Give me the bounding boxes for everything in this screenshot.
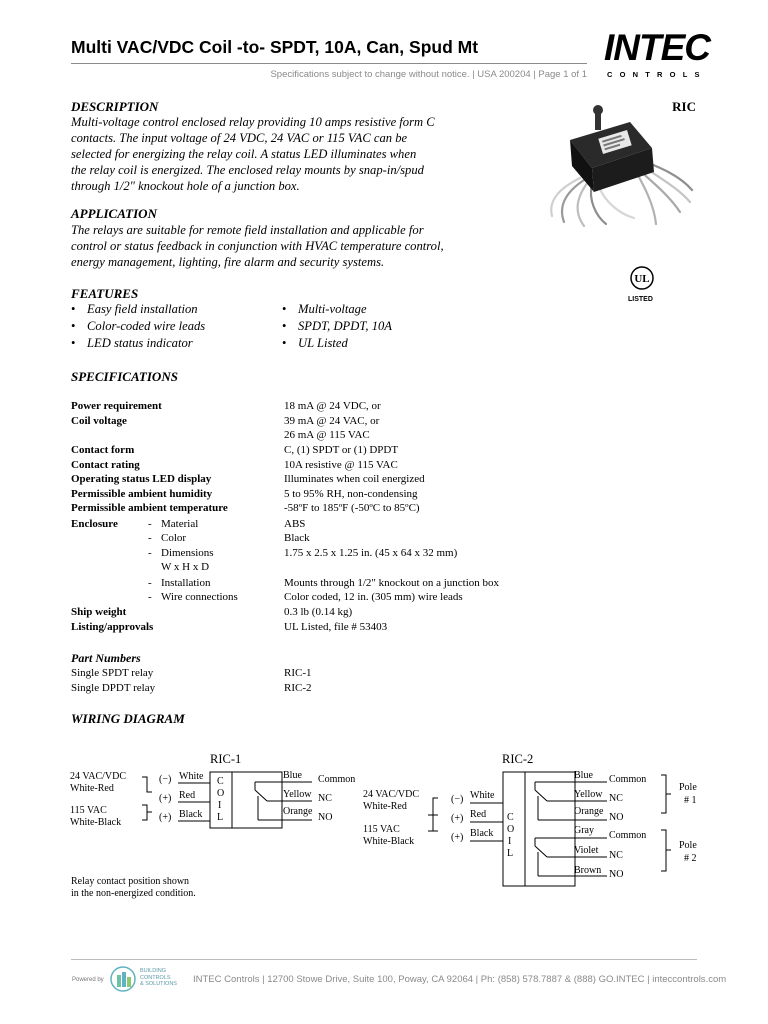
feature-text: Easy field installation <box>87 302 198 316</box>
feature-item <box>71 336 193 351</box>
dash: - <box>148 547 152 559</box>
application-text <box>71 222 511 270</box>
bullet: • <box>282 319 287 333</box>
footer-contact: INTEC Controls | 12700 Stowe Drive, Suite 100, Poway, CA 92064 | Ph: (858) 578.7887 & (888) GO.INTEC | inteccontrols.com <box>193 974 727 985</box>
spec-label: Ship weight <box>71 606 127 618</box>
application-line: energy management, lighting, fire alarm and security systems. <box>71 255 385 269</box>
intec-logo: INTEC <box>604 27 710 68</box>
svg-text:UL: UL <box>634 273 650 285</box>
ul-listed-caption: LISTED <box>628 296 653 303</box>
wiring-heading: WIRING DIAGRAM <box>71 711 185 726</box>
wiring-note: in the non-energized condition. <box>71 888 196 899</box>
ric2-pol-pos: (+) <box>451 832 464 843</box>
bcs-line: BUILDING <box>140 968 166 974</box>
feature-text: UL Listed <box>298 336 348 350</box>
ric1-wire-red: Red <box>179 790 196 801</box>
building-controls-logo-text <box>140 968 177 988</box>
ric2-wiring-diagram <box>420 760 680 890</box>
ric2-nc-1: NC <box>609 793 623 804</box>
ric1-no: NO <box>318 812 333 823</box>
bullet: • <box>71 336 76 350</box>
ric2-no-1: NO <box>609 812 624 823</box>
ric1-pol-pos: (+) <box>159 812 172 823</box>
spec-label: Coil voltage <box>71 415 127 427</box>
ric2-supply-dc: 24 VAC/VDC <box>363 789 420 800</box>
ric2-coil-letter: L <box>507 848 514 859</box>
feature-item <box>282 319 392 334</box>
ric2-wire-red: Red <box>470 809 487 820</box>
spec-value: 26 mA @ 115 VAC <box>284 429 370 441</box>
bullet: • <box>282 302 287 316</box>
ric2-pole-2-num: # 2 <box>684 853 697 864</box>
spec-value: 1.75 x 2.5 x 1.25 in. (45 x 64 x 32 mm) <box>284 547 458 559</box>
ric2-pole-1-num: # 1 <box>684 795 697 806</box>
ric2-coil-letter: O <box>507 824 515 835</box>
ric2-pole-2: Pole <box>679 840 697 851</box>
dash: - <box>148 518 152 530</box>
ric2-pol-pos: (+) <box>451 813 464 824</box>
spec-value: UL Listed, file # 53403 <box>284 621 388 633</box>
spec-value: 39 mA @ 24 VAC, or <box>284 415 380 427</box>
description-line: selected for energizing the relay coil. A status LED illuminates when <box>71 147 417 161</box>
ric1-wire-orange: Orange <box>283 806 313 817</box>
ric1-coil-letter: I <box>218 800 222 811</box>
ric2-nc-2: NC <box>609 850 623 861</box>
dash: - <box>148 532 152 544</box>
feature-item <box>282 336 348 351</box>
part-label: Single DPDT relay <box>71 682 156 694</box>
bcs-line: & SOLUTIONS <box>140 981 177 987</box>
description-line: Multi-voltage control enclosed relay providing 10 amps resistive form C <box>71 115 435 129</box>
ric1-wire-black: Black <box>179 809 203 820</box>
ric2-wire-black: Black <box>470 828 494 839</box>
wiring-note: Relay contact position shown <box>71 876 190 887</box>
product-code: RIC <box>672 99 696 114</box>
ric2-coil-letter: I <box>508 836 512 847</box>
spec-label: Listing/approvals <box>71 621 154 633</box>
spec-sublabel: Wire connections <box>161 591 238 603</box>
ric1-coil-letter: C <box>217 776 224 787</box>
spec-value: Mounts through 1/2" knockout on a junction box <box>284 577 500 589</box>
ric2-wire-gray: Gray <box>574 825 594 836</box>
part-number: RIC-1 <box>284 667 312 679</box>
ric2-supply-ac-wire: White-Black <box>363 836 415 847</box>
relay-product-image <box>540 100 700 235</box>
ric2-common-2: Common <box>609 830 647 841</box>
ric1-coil-letter: O <box>217 788 225 799</box>
building-controls-logo-icon <box>108 964 138 994</box>
ric1-title: RIC-1 <box>210 752 242 766</box>
part-number: RIC-2 <box>284 682 312 694</box>
part-label: Single SPDT relay <box>71 667 154 679</box>
page-title: Multi VAC/VDC Coil -to- SPDT, 10A, Can, Spud Mt <box>71 37 479 57</box>
ric2-wire-violet: Violet <box>574 845 599 856</box>
ric2-coil-letter: C <box>507 812 514 823</box>
application-line: The relays are suitable for remote field installation and applicable for <box>71 223 424 237</box>
spec-sublabel: Color <box>161 532 187 544</box>
ric1-wiring-diagram <box>60 760 360 840</box>
feature-item <box>71 319 205 334</box>
description-line: through 1/2" knockout hole of a junction box. <box>71 179 300 193</box>
ric2-wire-white: White <box>470 790 495 801</box>
ric1-wire-blue: Blue <box>283 770 302 781</box>
ric2-supply-dc-wire: White-Red <box>363 801 407 812</box>
ric1-supply-dc-wire: White-Red <box>70 783 114 794</box>
ric1-supply-dc: 24 VAC/VDC <box>70 771 127 782</box>
spec-value: C, (1) SPDT or (1) DPDT <box>284 444 399 456</box>
spec-label: Permissible ambient humidity <box>71 488 213 500</box>
ric1-pol-pos: (+) <box>159 793 172 804</box>
application-heading: APPLICATION <box>71 206 157 221</box>
application-line: control or status feedback in conjunction with HVAC temperature control, <box>71 239 444 253</box>
ric1-supply-ac-wire: White-Black <box>70 817 122 828</box>
spec-value: 10A resistive @ 115 VAC <box>284 459 398 471</box>
spec-label: Contact rating <box>71 459 140 471</box>
spec-value: 18 mA @ 24 VDC, or <box>284 400 381 412</box>
spec-label: Enclosure <box>71 518 118 530</box>
spec-value: ABS <box>284 518 306 530</box>
ric1-pol-neg: (−) <box>159 774 172 785</box>
feature-item <box>282 302 367 317</box>
bullet: • <box>282 336 287 350</box>
ric2-wire-orange: Orange <box>574 806 604 817</box>
ric1-wire-yellow: Yellow <box>283 789 312 800</box>
description-heading: DESCRIPTION <box>71 99 159 114</box>
spec-label: Power requirement <box>71 400 162 412</box>
spec-sublabel: Installation <box>161 577 211 589</box>
feature-text: SPDT, DPDT, 10A <box>298 319 392 333</box>
spec-sublabel: Dimensions <box>161 547 214 559</box>
spec-value: 5 to 95% RH, non-condensing <box>284 488 418 500</box>
spec-label: Contact form <box>71 444 135 456</box>
ric2-supply-ac: 115 VAC <box>363 824 400 835</box>
part-numbers-heading: Part Numbers <box>71 651 141 665</box>
spec-value: Color coded, 12 in. (305 mm) wire leads <box>284 591 463 603</box>
bullet: • <box>71 302 76 316</box>
spec-value: Black <box>284 532 310 544</box>
ric1-coil-letter: L <box>217 812 224 823</box>
description-text <box>71 114 511 194</box>
description-line: contacts. The input voltage of 24 VDC, 24 VAC or 115 VAC can be <box>71 131 408 145</box>
powered-by-label: Powered by <box>72 977 104 983</box>
intec-logo-subtitle: CONTROLS <box>607 70 707 79</box>
ric2-pol-neg: (−) <box>451 794 464 805</box>
spec-value: 0.3 lb (0.14 kg) <box>284 606 353 618</box>
feature-text: LED status indicator <box>87 336 193 350</box>
features-heading: FEATURES <box>71 286 139 301</box>
ric2-wire-yellow: Yellow <box>574 789 603 800</box>
ric1-common: Common <box>318 774 356 785</box>
spec-sublabel: Material <box>161 518 199 530</box>
feature-text: Multi-voltage <box>298 302 367 316</box>
bcs-line: CONTROLS <box>140 974 171 981</box>
feature-text: Color-coded wire leads <box>87 319 206 333</box>
description-line: the relay coil is energized. The enclosed relay mounts by snap-in/spud <box>71 163 424 177</box>
spec-sublabel: W x H x D <box>161 561 210 573</box>
footer-rule <box>71 959 697 960</box>
spec-label: Operating status LED display <box>71 473 212 485</box>
ric2-no-2: NO <box>609 869 624 880</box>
spec-label: Permissible ambient temperature <box>71 502 228 514</box>
spec-value: -58ºF to 185ºF (-50ºC to 85ºC) <box>284 502 420 514</box>
bullet: • <box>71 319 76 333</box>
ric2-title: RIC-2 <box>502 752 534 766</box>
feature-item <box>71 302 198 317</box>
ric2-common-1: Common <box>609 774 647 785</box>
ul-listed-icon <box>627 266 657 290</box>
ric1-nc: NC <box>318 793 332 804</box>
ric1-supply-ac: 115 VAC <box>70 805 107 816</box>
specifications-heading: SPECIFICATIONS <box>71 369 178 384</box>
ric2-wire-brown: Brown <box>574 865 602 876</box>
ric2-wire-blue: Blue <box>574 770 593 781</box>
ric2-pole-1: Pole <box>679 782 697 793</box>
header-subnote: Specifications subject to change without notice. | USA 200204 | Page 1 of 1 <box>270 69 587 80</box>
ric1-wire-white: White <box>179 771 204 782</box>
dash: - <box>148 577 152 589</box>
dash: - <box>148 591 152 603</box>
spec-value: Illuminates when coil energized <box>284 473 425 485</box>
header-rule <box>71 63 587 64</box>
